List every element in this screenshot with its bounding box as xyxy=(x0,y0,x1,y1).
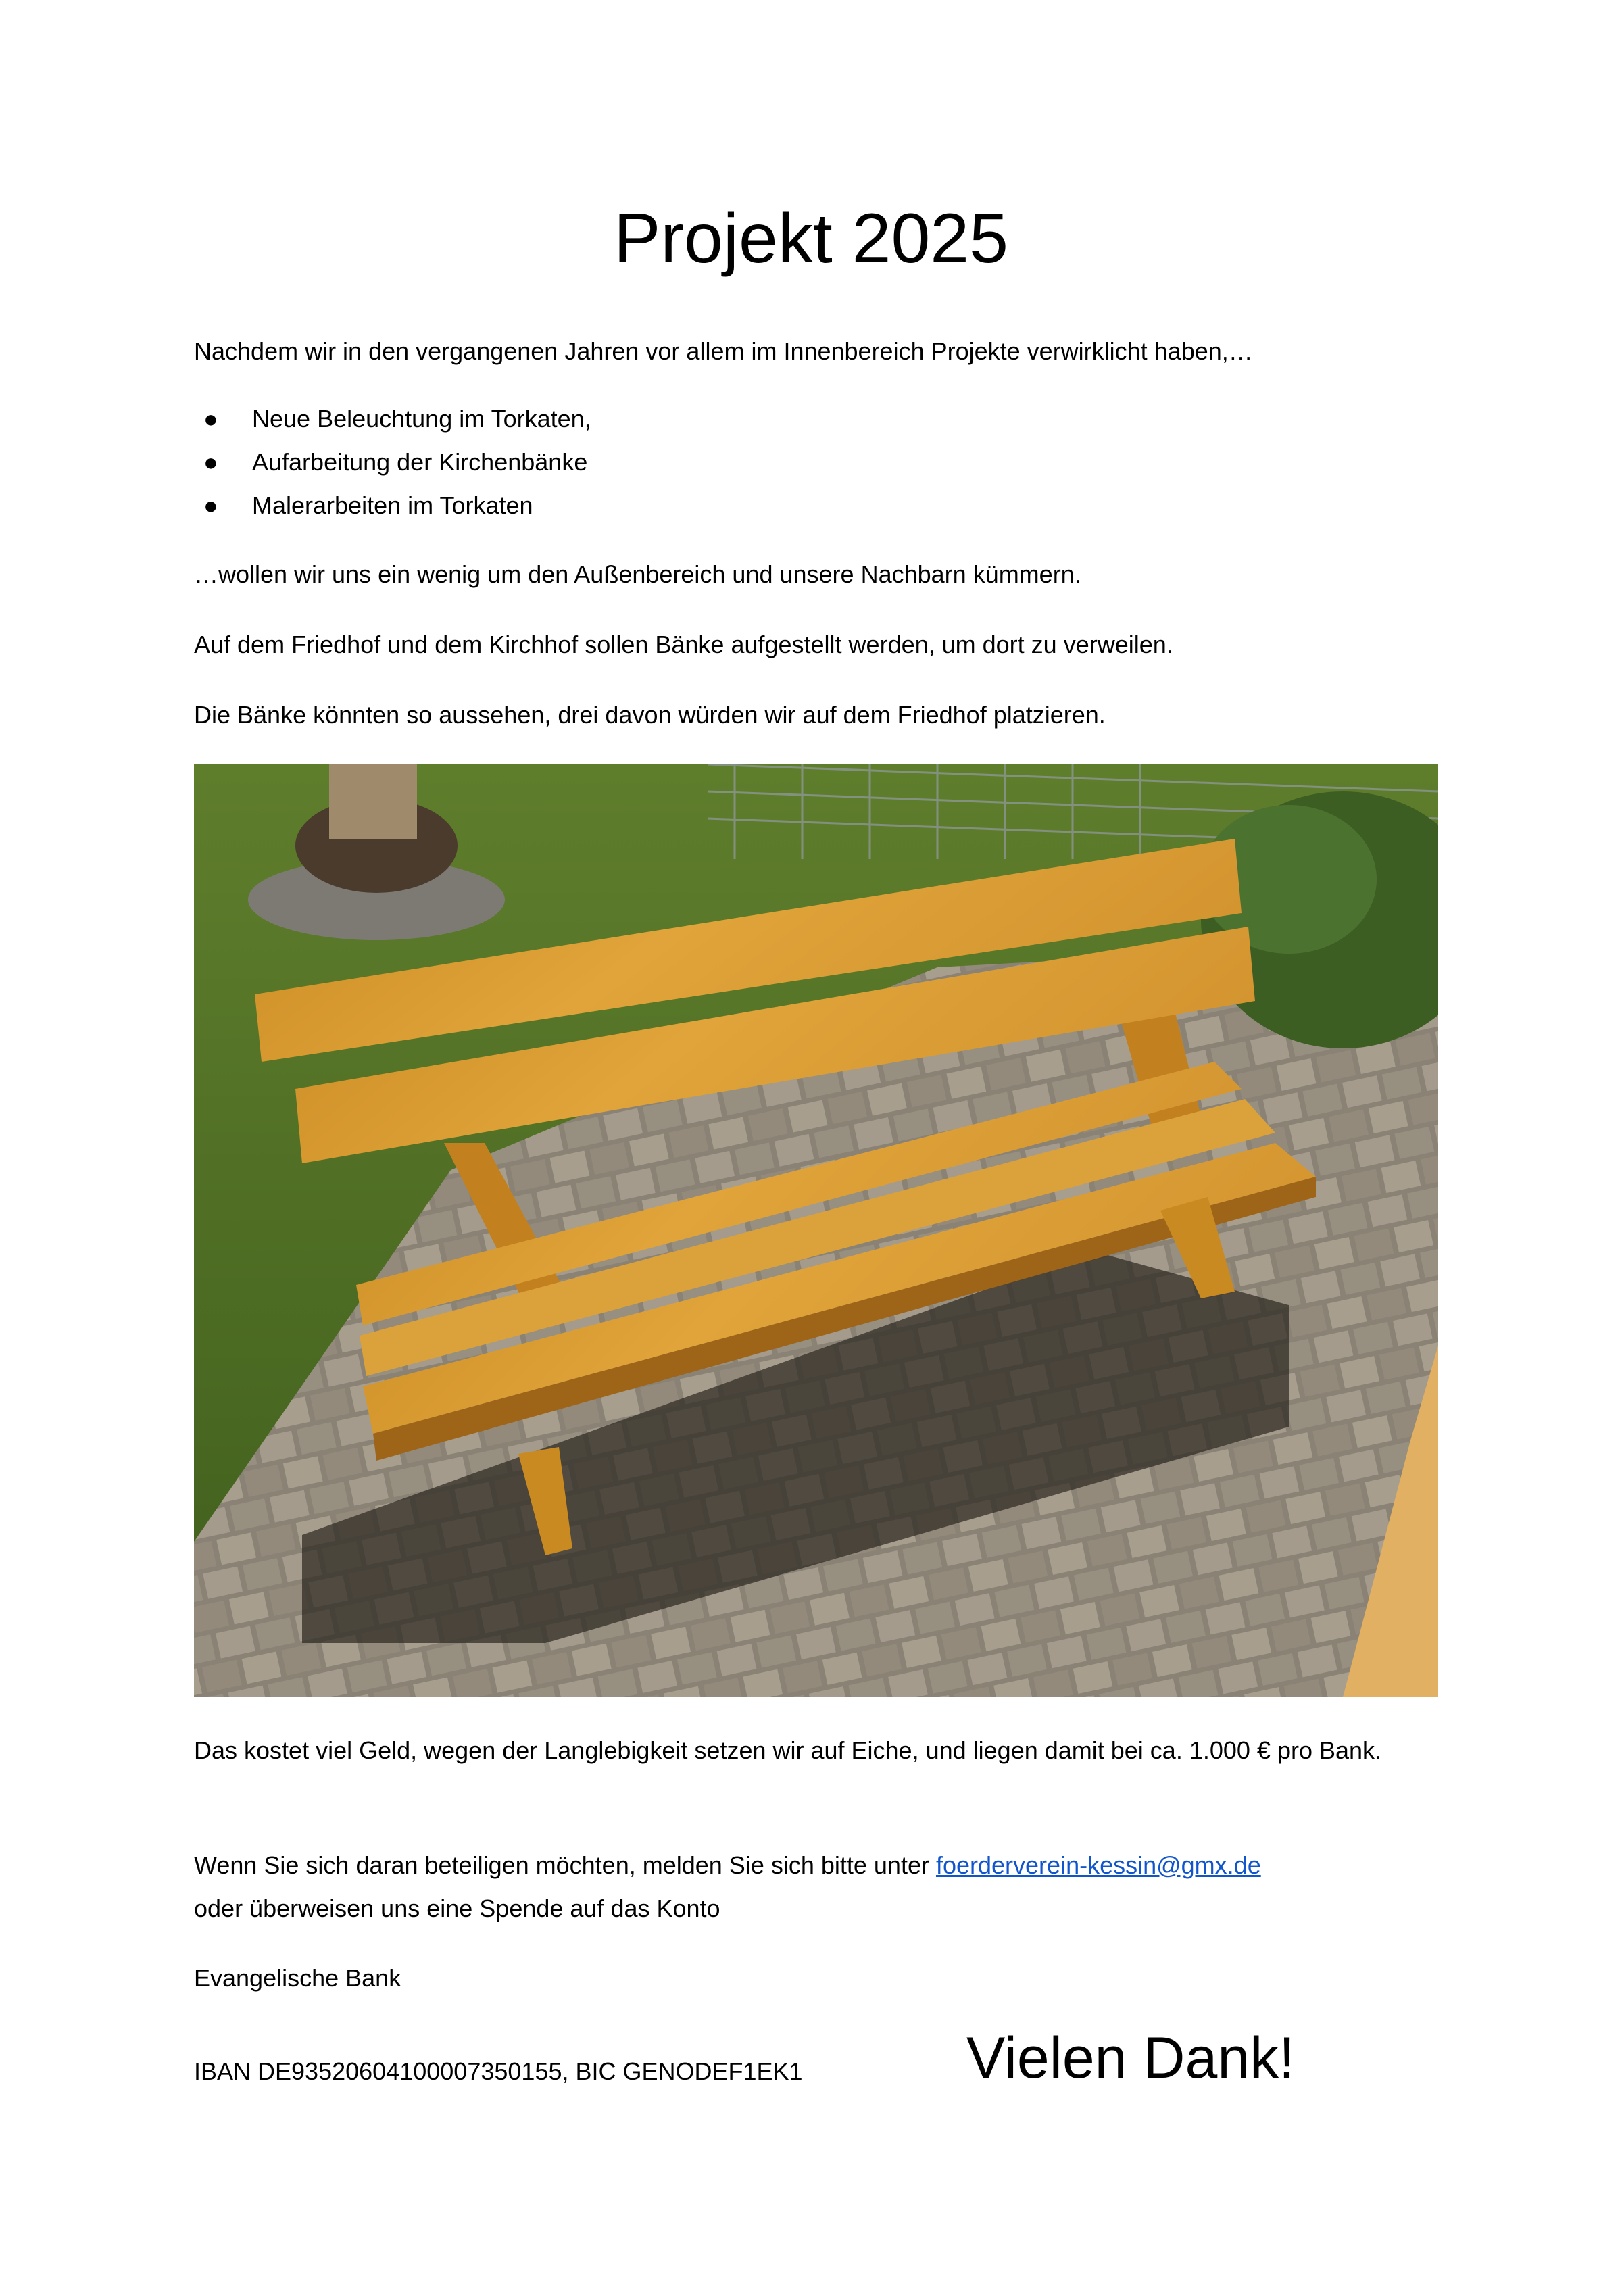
bullet-icon: ● xyxy=(203,491,218,519)
bank-details: IBAN DE93520604100007350155, BIC GENODEF1EK1 xyxy=(194,2057,803,2085)
email-link[interactable]: foerderverein-kessin@gmx.de xyxy=(935,1851,1261,1879)
page-title: Projekt 2025 xyxy=(614,199,1008,278)
cost-paragraph: Das kostet viel Geld, wegen der Langlebigkeit setzen wir auf Eiche, und liegen damit bei ca. 1.000 € pro Bank. xyxy=(194,1736,1382,1764)
look-paragraph: Die Bänke könnten so aussehen, drei davon würden wir auf dem Friedhof platzieren. xyxy=(194,701,1106,729)
thanks-text: Vielen Dank! xyxy=(966,2026,1296,2091)
intro-paragraph: Nachdem wir in den vergangenen Jahren vor allem im Innenbereich Projekte verwirklicht haben,… xyxy=(194,337,1253,365)
list-item: ● Malerarbeiten im Torkaten xyxy=(194,484,591,527)
outside-paragraph: …wollen wir uns ein wenig um den Außenbereich und unsere Nachbarn kümmern. xyxy=(194,560,1081,588)
list-item: ● Neue Beleuchtung im Torkaten, xyxy=(194,397,591,441)
benches-paragraph: Auf dem Friedhof und dem Kirchhof sollen Bänke aufgestellt werden, um dort zu verweilen. xyxy=(194,631,1173,658)
bullet-icon: ● xyxy=(203,405,218,433)
project-list xyxy=(194,397,591,527)
list-item: ● Aufarbeitung der Kirchenbänke xyxy=(194,441,591,484)
contact-paragraph: Wenn Sie sich daran beteiligen möchten, melden Sie sich bitte unter foerderverein-kessin@gmx.de oder überweisen uns eine Spende auf das Konto xyxy=(194,1851,1261,1922)
bench-photo xyxy=(194,764,1438,1697)
bullet-icon: ● xyxy=(203,448,218,476)
bank-name: Evangelische Bank xyxy=(194,1964,401,1992)
